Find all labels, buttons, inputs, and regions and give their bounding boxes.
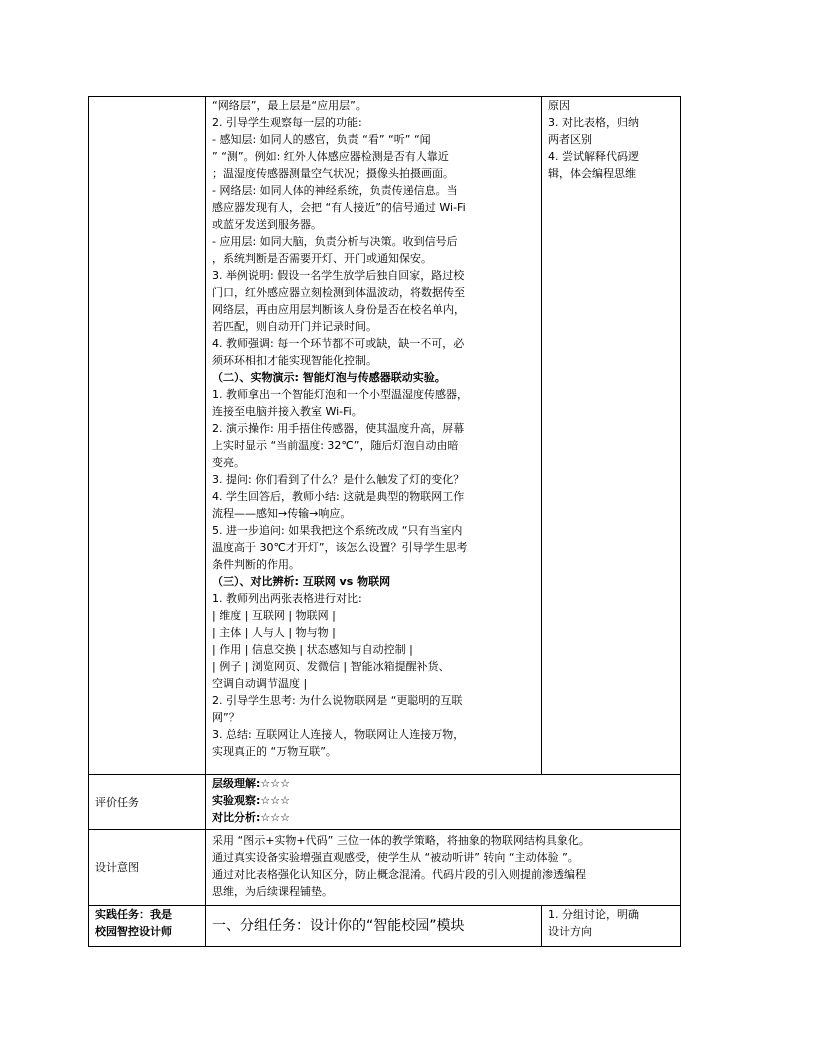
process-line: ；温湿度传感器测量空气状况；摄像头拍摄画面。 (212, 167, 454, 180)
process-line: 3. 举例说明: 假设一名学生放学后独自回家，路过校 (212, 269, 465, 282)
student-line: 辑，体会编程思维 (548, 167, 636, 180)
process-line: | 例子 | 浏览网页、发微信 | 智能冰箱提醒补货、 (212, 660, 450, 673)
process-line: 实现真正的 “万物互联”。 (212, 745, 337, 758)
practice-label-line-1: 实践任务：我是 (95, 908, 172, 921)
process-line: 2. 演示操作: 用手捂住传感器，使其温度升高，屏幕 (212, 422, 465, 435)
process-line: 若匹配，则自动开门并记录时间。 (212, 320, 377, 333)
design-intent-row (89, 830, 681, 906)
process-line: 网络层，再由应用层判断该人身份是否在校名单内， (212, 303, 465, 316)
process-line: 空调自动调节温度 | (212, 677, 308, 690)
process-line: - 感知层: 如同人的感官，负责 “看” “听” “闻 (212, 133, 431, 146)
eval-item (212, 792, 674, 809)
eval-content-cell (206, 775, 681, 830)
process-line: 上实时显示 “当前温度: 32℃”，随后灯泡自动由暗 (212, 439, 459, 452)
design-line: 采用 “图示+实物+代码” 三位一体的教学策略，将抽象的物联网结构具象化。 (212, 834, 590, 847)
eval-item-name: 层级理解: (212, 777, 261, 790)
process-line: | 主体 | 人与人 | 物与物 | (212, 626, 336, 639)
practice-task-cell (206, 906, 542, 947)
process-line: 温度高于 30℃才开灯”，该怎么设置？引导学生思考 (212, 541, 468, 554)
student-line: 4. 尝试解释代码逻 (548, 150, 639, 163)
process-line: “网络层”，最上层是“应用层”。 (212, 99, 367, 112)
student-line: 原因 (548, 99, 570, 112)
process-line: | 维度 | 互联网 | 物联网 | (212, 609, 336, 622)
process-line: 变亮。 (212, 456, 245, 469)
process-line: 5. 进一步追问: 如果我把这个系统改成 “只有当室内 (212, 524, 463, 537)
process-line: 4. 教师强调: 每一个环节都不可或缺，缺一不可，必 (212, 337, 465, 350)
practice-task-row (89, 906, 681, 947)
process-line: 1. 教师拿出一个智能灯泡和一个小型温湿度传感器， (212, 388, 468, 401)
design-line: 通过对比表格强化认知区分，防止概念混淆。代码片段的引入则提前渗透编程 (212, 868, 586, 881)
process-line: 3. 提问: 你们看到了什么？是什么触发了灯的变化？ (212, 473, 465, 486)
process-line: 条件判断的作用。 (212, 558, 300, 571)
process-label-cell (89, 97, 206, 775)
student-line: 3. 对比表格，归纳 (548, 116, 639, 129)
section-heading: （三）、对比辨析: 互联网 vs 物联网 (212, 575, 391, 588)
student-line: 两者区别 (548, 133, 592, 146)
process-line: - 应用层: 如同大脑，负责分析与决策。收到信号后 (212, 235, 458, 248)
design-label: 设计意图 (89, 830, 206, 906)
student-activity-text (548, 97, 674, 182)
evaluation-row (89, 775, 681, 830)
design-line: 通过真实设备实验增强直观感受，使学生从 “被动听讲” 转向 “主动体验 ”。 (212, 851, 579, 864)
process-line: 感应器发现有人，会把 “有人接近”的信号通过 Wi-Fi (212, 201, 466, 214)
process-line: 须环环相扣才能实现智能化控制。 (212, 354, 377, 367)
eval-item-name: 实验观察: (212, 794, 261, 807)
lesson-plan-table (88, 96, 681, 947)
practice-student-line-1: 1. 分组讨论，明确 (548, 908, 639, 921)
practice-student-line-2: 设计方向 (548, 925, 592, 938)
eval-item (212, 775, 674, 792)
practice-label-line-2: 校园智控设计师 (95, 925, 172, 938)
design-text (212, 830, 674, 900)
process-line: 或蓝牙发送到服务器。 (212, 218, 322, 231)
process-line: 2. 引导学生思考: 为什么说物联网是 “更聪明的互联 (212, 694, 463, 707)
process-line: 连接至电脑并接入教室 Wi-Fi。 (212, 405, 363, 418)
process-line: 流程——感知→传输→响应。 (212, 507, 352, 520)
rating-stars: ☆☆☆ (260, 794, 290, 807)
teacher-activity-cell (206, 97, 542, 775)
eval-item-name: 对比分析: (212, 811, 261, 824)
eval-item (212, 809, 674, 826)
process-line: 网”？ (212, 711, 240, 724)
process-line: 1. 教师列出两张表格进行对比: (212, 592, 362, 605)
process-line: 3. 总结: 互联网让人连接人，物联网让人连接万物， (212, 728, 465, 741)
eval-items (212, 775, 674, 826)
practice-task-title: 一、分组任务：设计你的“智能校园”模块 (212, 918, 465, 934)
practice-student-cell (542, 906, 681, 947)
process-line: - 网络层: 如同人体的神经系统，负责传递信息。当 (212, 184, 458, 197)
practice-label-cell (89, 906, 206, 947)
process-line: 2. 引导学生观察每一层的功能: (212, 116, 362, 129)
teaching-process-row (89, 97, 681, 775)
eval-label: 评价任务 (89, 775, 206, 830)
teacher-activity-text (212, 97, 535, 760)
design-line: 思维，为后续课程铺垫。 (212, 885, 333, 898)
student-activity-cell (542, 97, 681, 775)
process-line: ，系统判断是否需要开灯、开门或通知保安。 (212, 252, 432, 265)
rating-stars: ☆☆☆ (260, 811, 290, 824)
section-heading: （二）、实物演示: 智能灯泡与传感器联动实验。 (212, 371, 446, 384)
process-line: 门口，红外感应器立刻检测到体温波动，将数据传至 (212, 286, 465, 299)
design-content-cell (206, 830, 681, 906)
rating-stars: ☆☆☆ (260, 777, 290, 790)
process-line: 4. 学生回答后，教师小结: 这就是典型的物联网工作 (212, 490, 465, 503)
process-line: | 作用 | 信息交换 | 状态感知与自动控制 | (212, 643, 413, 656)
process-line: ” “测”。例如: 红外人体感应器检测是否有人靠近 (212, 150, 449, 163)
